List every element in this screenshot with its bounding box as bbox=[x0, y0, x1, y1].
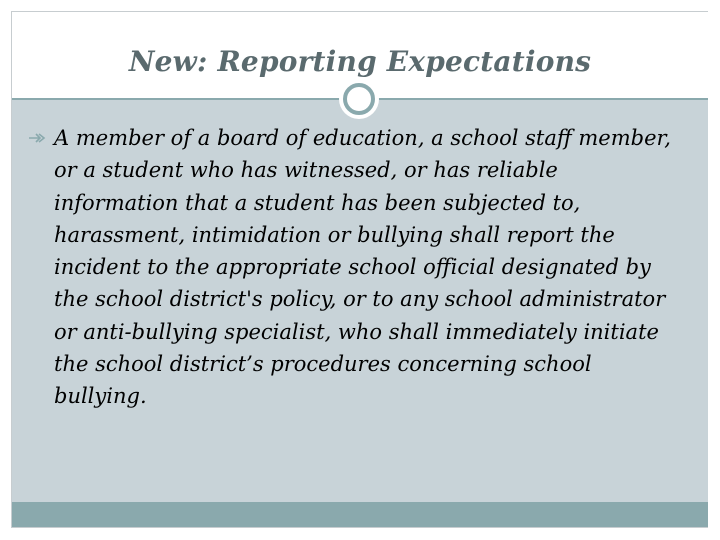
circle-ornament-icon bbox=[339, 79, 379, 119]
bullet-item bbox=[28, 122, 688, 413]
slide-title: New: Reporting Expectations bbox=[128, 45, 592, 78]
circle-ring bbox=[343, 83, 375, 115]
bullet-text: A member of a board of education, a school staff member, or a student who has witnessed, or has reliable information that a student has been subjected to, harassment, intimidation or bullying shall report the incident to the appropriate school official designated by the school district's policy, or to any school administrator or anti-bullying specialist, who shall immediately initiate the school district’s procedures concerning school bullying. bbox=[54, 126, 671, 409]
bullet-list bbox=[28, 122, 688, 413]
footer-bar bbox=[12, 502, 708, 527]
arrow-bullet-icon bbox=[28, 132, 46, 144]
